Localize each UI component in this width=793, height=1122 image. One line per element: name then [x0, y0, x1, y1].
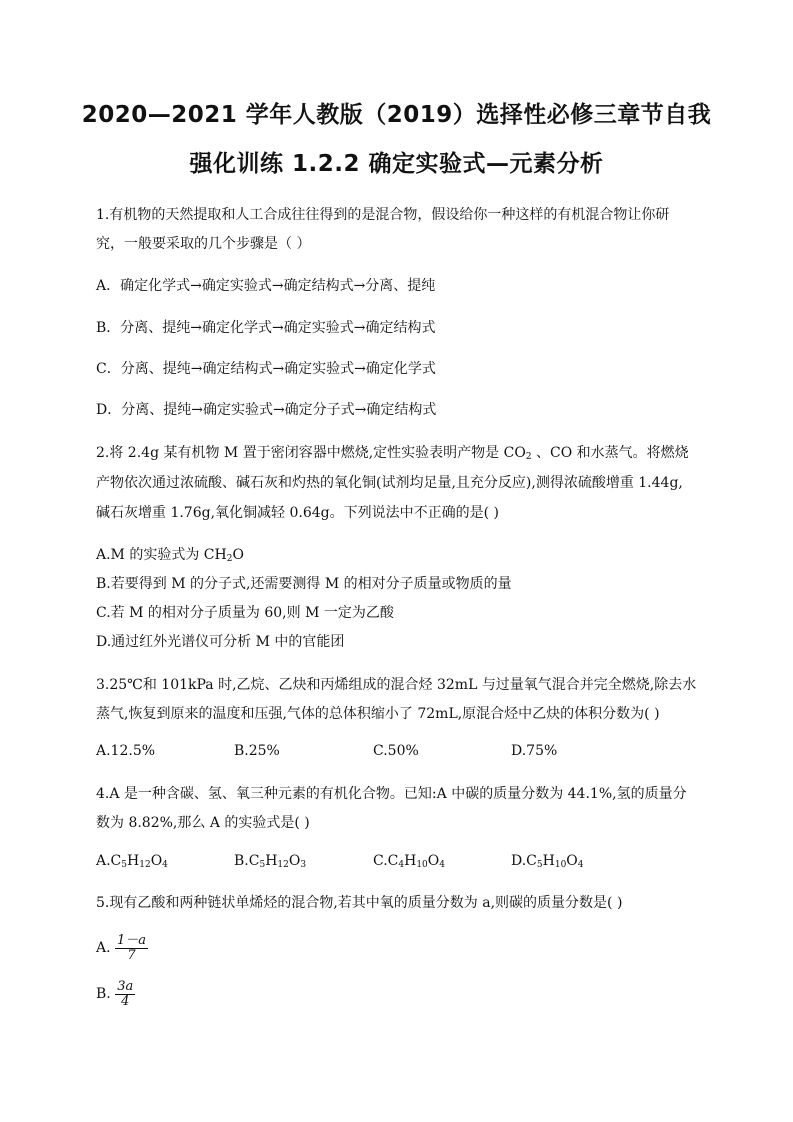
q4-b-o: O	[288, 853, 301, 869]
q4-option-c	[373, 853, 445, 870]
q4-b-c: B.C	[234, 853, 260, 869]
q4-d-s2: 10	[554, 860, 567, 870]
q2-option-a-text-end: O	[232, 547, 244, 563]
q5-option-b	[96, 980, 135, 1008]
q2-option-a	[96, 544, 244, 564]
q5-option-b-fraction	[115, 980, 135, 1008]
q5-option-a-fraction	[115, 934, 148, 962]
q1-option-b: B．分离、提纯→确定化学式→确定实验式→确定结构式	[96, 320, 436, 336]
q1-option-a: A．确定化学式→确定实验式→确定结构式→分离、提纯	[96, 278, 436, 294]
q4-a-s1: 5	[121, 860, 128, 870]
q2-stem-line-2: 产物依次通过浓硫酸、碱石灰和灼热的氧化铜(试剂均足量,且充分反应),测得浓硫酸增重 1.44g,	[96, 475, 683, 491]
q5-option-a-numerator: 1－a	[117, 933, 147, 948]
q4-option-d	[511, 853, 584, 870]
q5-option-b-numerator: 3a	[117, 979, 134, 994]
q5-option-a	[96, 934, 148, 962]
q2-option-a-text: A.M 的实验式为 CH	[96, 547, 227, 563]
q4-c-s3: 4	[439, 860, 445, 870]
q1-option-c: C．分离、提纯→确定结构式→确定实验式→确定化学式	[96, 361, 436, 377]
q3-option-b: B.25%	[234, 743, 280, 759]
q1-option-d: D．分离、提纯→确定实验式→确定分子式→确定结构式	[96, 402, 437, 418]
q4-a-s3: 4	[162, 860, 168, 870]
q4-a-c: A.C	[96, 853, 122, 869]
q3-option-c: C.50%	[373, 743, 419, 759]
q3-stem-line-1: 3.25℃和 101kPa 时,乙烷、乙炔和丙烯组成的混合烃 32mL 与过量氧气混合并完全燃烧,除去水	[96, 677, 697, 693]
q4-c-s2: 10	[416, 860, 428, 870]
q4-c-o: O	[427, 853, 440, 869]
q2-option-c: C.若 M 的相对分子质量为 60,则 M 一定为乙酸	[96, 605, 394, 621]
q4-b-s2: 12	[277, 860, 289, 870]
q3-option-d: D.75%	[511, 743, 558, 759]
q4-stem-line-2: 数为 8.82%,那么 A 的实验式是( )	[96, 815, 310, 831]
q5-option-a-label: A.	[96, 940, 111, 957]
q4-d-c: D.C	[511, 853, 537, 869]
q2-stem-line-1-text: 2.将 2.4g 某有机物 M 置于密闭容器中燃烧,定性实验表明产物是 CO	[96, 445, 526, 461]
title-line-1: 2020—2021 学年人教版（2019）选择性必修三章节自我	[81, 102, 712, 128]
q4-option-b	[234, 853, 306, 870]
q5-stem: 5.现有乙酸和两种链状单烯烃的混合物,若其中氧的质量分数为 a,则碳的质量分数是( )	[96, 895, 623, 911]
q4-b-s3: 3	[300, 860, 307, 870]
q2-stem-line-1	[96, 442, 689, 462]
q5-option-a-denominator: 7	[127, 947, 136, 963]
q2-option-b: B.若要得到 M 的分子式,还需要测得 M 的相对分子质量或物质的量	[96, 576, 512, 592]
q2-option-d: D.通过红外光谱仪可分析 M 中的官能团	[96, 634, 345, 650]
q4-d-o: O	[566, 853, 578, 869]
q4-d-h: H	[542, 853, 555, 869]
q4-c-s1: 4	[398, 860, 405, 870]
q4-d-s1: 5	[536, 860, 543, 870]
q2-option-a-subscript: 2	[226, 554, 233, 564]
q4-a-o: O	[150, 853, 163, 869]
q1-stem-line-1: 1.有机物的天然提取和人工合成往往得到的是混合物，假设给你一种这样的有机混合物让你研	[96, 207, 670, 223]
q4-b-h: H	[265, 853, 278, 869]
q4-stem-line-1: 4.A 是一种含碳、氢、氧三种元素的有机化合物。已知:A 中碳的质量分数为 44.1%,氢的质量分	[96, 786, 687, 802]
q3-option-a: A.12.5%	[96, 743, 156, 759]
q2-stem-subscript: 2	[525, 452, 532, 462]
q4-option-a	[96, 853, 168, 870]
q4-c-h: H	[404, 853, 417, 869]
q4-a-s2: 12	[139, 860, 151, 870]
q4-a-h: H	[127, 853, 140, 869]
q5-option-b-denominator: 4	[121, 993, 130, 1009]
q2-stem-line-1-text-end: 、CO 和水蒸气。将燃烧	[531, 445, 689, 461]
q1-stem-line-2: 究，一般要采取的几个步骤是（ ）	[96, 236, 311, 252]
q4-b-s1: 5	[259, 860, 266, 870]
q5-option-b-label: B.	[96, 986, 111, 1003]
title-line-2: 强化训练 1.2.2 确定实验式—元素分析	[189, 151, 604, 177]
q2-stem-line-3: 碱石灰增重 1.76g,氧化铜减轻 0.64g。下列说法中不正确的是( )	[96, 505, 499, 521]
q3-stem-line-2: 蒸气,恢复到原来的温度和压强,气体的总体积缩小了 72mL,原混合烃中乙炔的体积分数为( )	[96, 706, 660, 722]
q4-d-s3: 4	[577, 860, 584, 870]
q4-c-c: C.C	[373, 853, 399, 869]
